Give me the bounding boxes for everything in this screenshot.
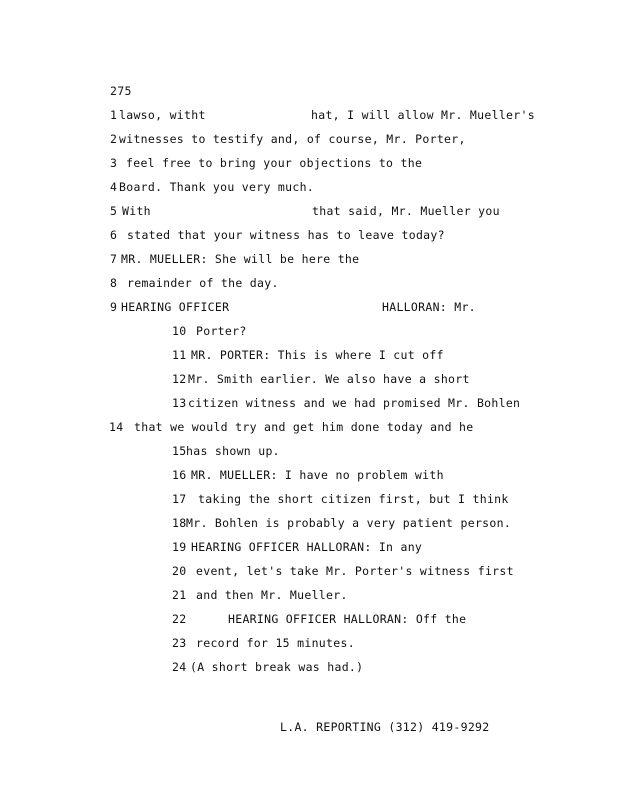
- line-text-part: HALLORAN: Mr.: [382, 300, 476, 314]
- line-text: that we would try and get him done today and he: [134, 420, 474, 434]
- line-text-part: lawso, witht: [119, 108, 206, 122]
- line-number: 6: [110, 228, 118, 242]
- line-text: taking the short citizen first, but I think: [198, 492, 509, 506]
- line-number: 21: [172, 588, 187, 602]
- line-text: witnesses to testify and, of course, Mr. Porter,: [119, 132, 466, 146]
- line-number: 11: [172, 348, 187, 362]
- line-number: 8: [110, 276, 118, 290]
- line-number: 15: [172, 444, 187, 458]
- line-text-part: that said, Mr. Mueller you: [312, 204, 500, 218]
- line-text: stated that your witness has to leave today?: [127, 228, 445, 242]
- page-number: 275: [110, 84, 132, 98]
- line-text: Board. Thank you very much.: [119, 180, 315, 194]
- line-number: 7: [110, 252, 118, 266]
- transcript-line-24: [172, 660, 532, 716]
- line-text-part: HEARING OFFICER: [121, 300, 230, 314]
- line-text: Mr. Smith earlier. We also have a short: [188, 372, 470, 386]
- line-number: 9: [110, 300, 118, 314]
- line-number: 19: [172, 540, 187, 554]
- line-text: MR. MUELLER: She will be here the: [121, 252, 360, 266]
- line-text: and then Mr. Mueller.: [196, 588, 348, 602]
- line-number: 23: [172, 636, 187, 650]
- line-text: feel free to bring your objections to the: [126, 156, 423, 170]
- line-text: record for 15 minutes.: [196, 636, 355, 650]
- line-text-part: With: [122, 204, 151, 218]
- line-text: Porter?: [196, 324, 247, 338]
- line-text: has shown up.: [186, 444, 280, 458]
- line-number: 20: [172, 564, 187, 578]
- line-number: 14: [109, 420, 124, 434]
- line-number: 17: [172, 492, 187, 506]
- line-text-part: hat, I will allow Mr. Mueller's: [311, 108, 535, 122]
- line-number: 12: [172, 372, 187, 386]
- line-number: 4: [110, 180, 118, 194]
- line-text: MR. MUELLER: I have no problem with: [191, 468, 444, 482]
- line-number: 3: [110, 156, 118, 170]
- line-text: (A short break was had.): [190, 660, 364, 674]
- line-text: Mr. Bohlen is probably a very patient person.: [186, 516, 512, 530]
- line-number: 2: [110, 132, 118, 146]
- line-text: remainder of the day.: [127, 276, 279, 290]
- line-text: MR. PORTER: This is where I cut off: [191, 348, 444, 362]
- line-number: 5: [110, 204, 118, 218]
- line-number: 18: [172, 516, 187, 530]
- line-number: 13: [172, 396, 187, 410]
- line-number: 22: [172, 612, 187, 626]
- line-number: 24: [172, 660, 187, 674]
- line-number: 1: [110, 108, 118, 122]
- line-number: 16: [172, 468, 187, 482]
- reporter-footer: L.A. REPORTING (312) 419-9292: [280, 720, 490, 734]
- line-text: HEARING OFFICER HALLORAN: In any: [191, 540, 423, 554]
- line-text: citizen witness and we had promised Mr. Bohlen: [188, 396, 521, 410]
- line-number: 10: [172, 324, 187, 338]
- line-text: event, let's take Mr. Porter's witness first: [196, 564, 514, 578]
- line-text: HEARING OFFICER HALLORAN: Off the: [228, 612, 467, 626]
